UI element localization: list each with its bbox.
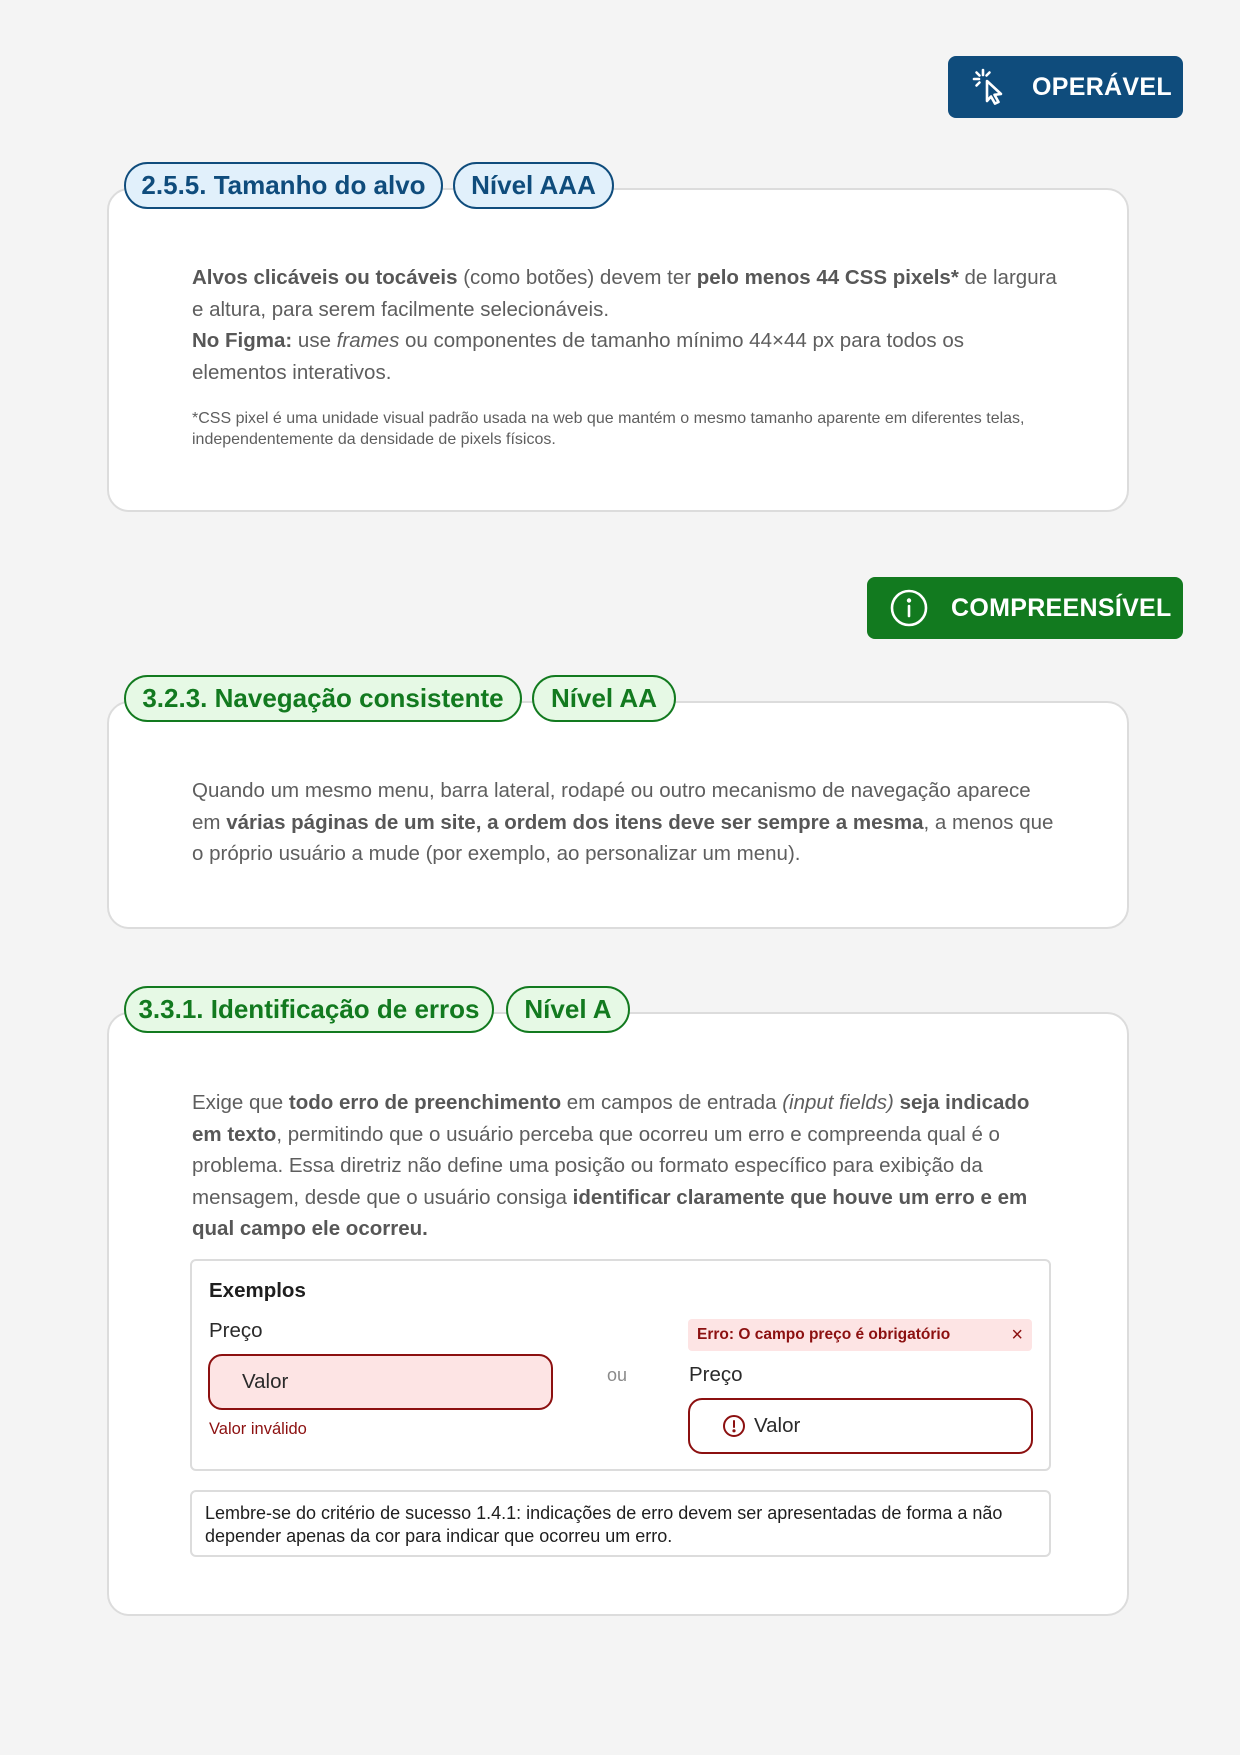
separator-text: ou [607,1365,628,1385]
criterion-description: Quando um mesmo menu, barra lateral, rodapé ou outro mecanismo de navegação aparece em várias páginas de um site, a ordem dos itens deve ser sempre a mesma, a menos que o próprio usuário a mude (por exemplo, ao personalizar um menu). [192,779,1054,865]
criterion-description: Alvos clicáveis ou tocáveis (como botões) devem ter pelo menos 44 CSS pixels* de largura e altura, para serem facilmente selecionáveis. No Figma: use frames ou componentes de tamanho mínimo 44×44 px para todos os elementos interativos. [192,266,1057,384]
criterion-card-2-5-5 [107,188,1129,512]
category-label: OPERÁVEL [1032,72,1172,101]
level-pill: Nível AA [532,675,676,722]
price-input-with-error-icon[interactable] [688,1398,1033,1454]
criterion-card-3-2-3 [107,701,1129,929]
criterion-description: Exige que todo erro de preenchimento em campos de entrada (input fields) seja indicado em texto, permitindo que o usuário perceba que ocorreu um erro e compreenda qual é o problema. Essa diretriz não define uma posição ou formato específico para exibição da mensagem, desde que o usuário consiga identificar claramente que houve um erro e em qual campo ele ocorreu. [192,1091,1030,1240]
criterion-title-pill: 2.5.5. Tamanho do alvo [124,162,443,209]
inline-error-message: Valor inválido [209,1420,307,1438]
click-pointer-icon [970,67,1010,107]
criterion-title-pill: 3.2.3. Navegação consistente [124,675,522,722]
reminder-note: Lembre-se do critério de sucesso 1.4.1: indicações de erro devem ser apresentadas de forma a não depender apenas da cor para indicar que ocorreu um erro. [190,1490,1051,1557]
category-compreensivel [867,577,1183,639]
price-input-invalid[interactable] [208,1354,553,1410]
criterion-title-pill: 3.3.1. Identificação de erros [124,986,494,1033]
criterion-card-3-3-1 [107,1012,1129,1616]
examples-box [190,1259,1051,1471]
error-banner [688,1319,1032,1351]
level-pill: Nível A [506,986,630,1033]
error-banner-text: Erro: O campo preço é obrigatório [697,1326,951,1343]
field-label: Preço [209,1319,263,1342]
level-pill: Nível AAA [453,162,614,209]
info-icon [889,588,929,628]
alert-circle-icon [722,1414,746,1438]
close-icon[interactable]: × [1011,1323,1023,1346]
footnote: *CSS pixel é uma unidade visual padrão usada na web que mantém o mesmo tamanho aparente em diferentes telas, independentemente da densidade de pixels físicos. [192,410,1025,448]
examples-title: Exemplos [209,1279,306,1302]
field-label: Preço [689,1363,743,1386]
category-label: COMPREENSÍVEL [951,593,1172,622]
input-value: Valor [754,1414,801,1437]
input-value: Valor [242,1370,289,1393]
category-operavel [948,56,1183,118]
